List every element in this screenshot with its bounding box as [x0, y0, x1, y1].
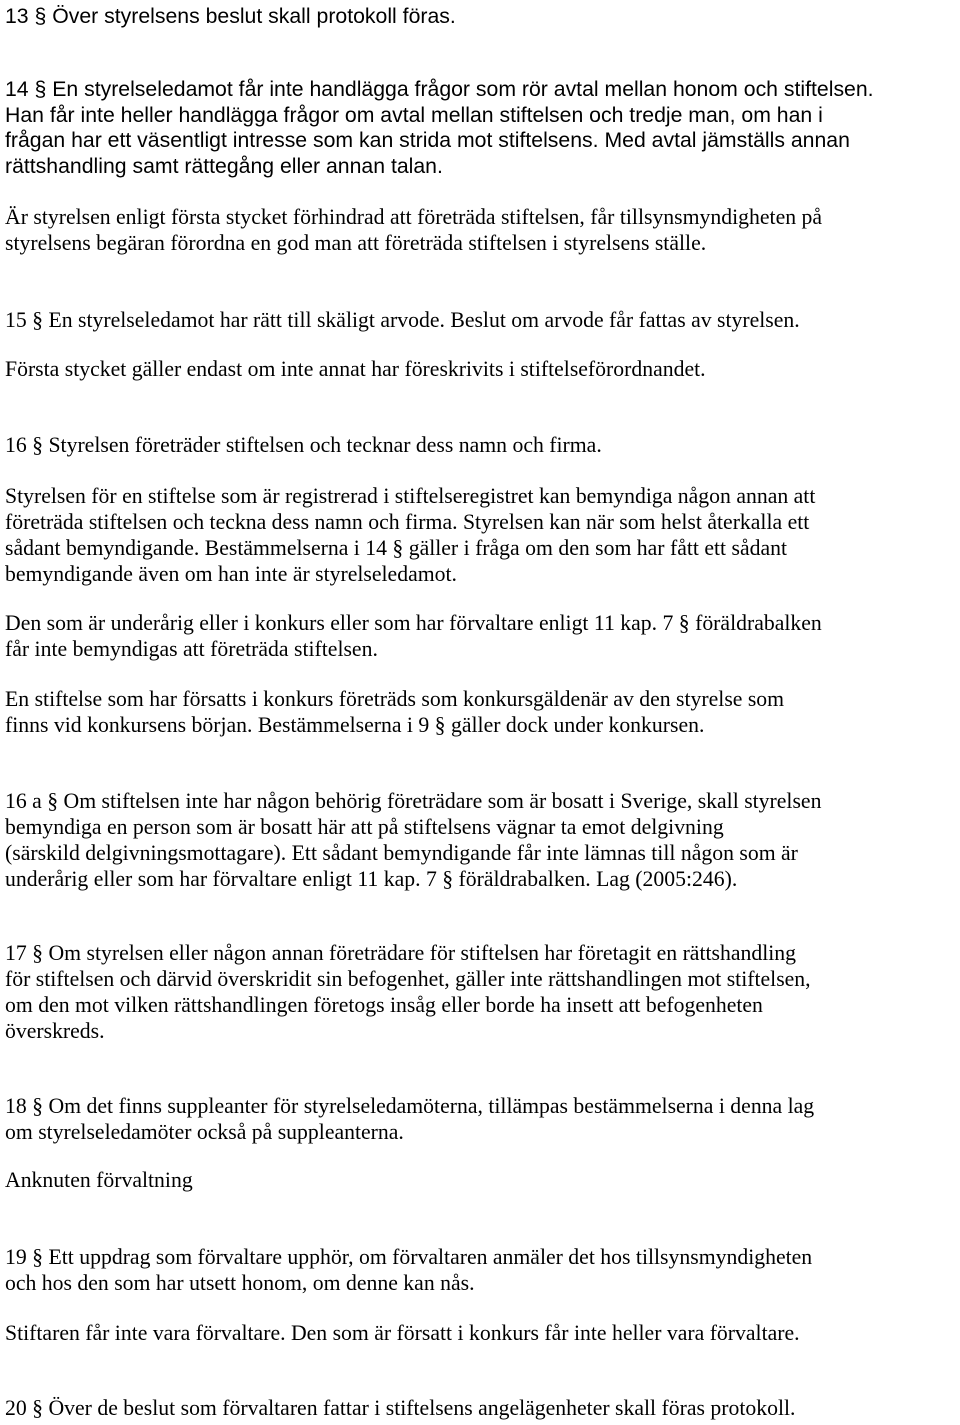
text-line: Styrelsen för en stiftelse som är registrerad i stiftelseregistret kan bemyndiga någon annan att [5, 484, 816, 508]
paragraph-13 [5, 4, 960, 30]
text-line: företräda stiftelsen och teckna dess namn och firma. Styrelsen kan när som helst återkalla ett [5, 510, 810, 534]
paragraph-17 [5, 940, 960, 1044]
text-line: finns vid konkursens början. Bestämmelserna i 9 § gäller dock under konkursen. [5, 713, 705, 737]
text-line: överskreds. [5, 1019, 105, 1043]
paragraph-16 [5, 432, 960, 458]
paragraph-16-fourth [5, 686, 960, 738]
text-line: 13 § Över styrelsens beslut skall protokoll föras. [5, 4, 456, 28]
text-line: styrelsens begäran förordna en god man att företräda stiftelsen i styrelsens ställe. [5, 231, 707, 255]
text-line: sådant bemyndigande. Bestämmelserna i 14 § gäller i fråga om den som har fått ett sådant [5, 536, 788, 560]
text-line: rättshandling samt rättegång eller annan talan. [5, 153, 443, 178]
text-line: (särskild delgivningsmottagare). Ett sådant bemyndigande får inte lämnas till någon som är [5, 841, 798, 865]
text-line: för stiftelsen och därvid överskridit sin befogenhet, gäller inte rättshandlingen mot stiftelsen, [5, 967, 811, 991]
text-line: får inte bemyndigas att företräda stiftelsen. [5, 637, 378, 661]
text-line: om styrelseledamöter också på suppleanterna. [5, 1120, 404, 1144]
paragraph-15 [5, 307, 960, 333]
text-line: Han får inte heller handlägga frågor om avtal mellan stiftelsen och tredje man, om han i [5, 102, 823, 127]
text-line: Är styrelsen enligt första stycket förhindrad att företräda stiftelsen, får tillsynsmyndigheten på [5, 205, 823, 229]
text-line: 15 § En styrelseledamot har rätt till skäligt arvode. Beslut om arvode får fattas av styrelsen. [5, 308, 800, 332]
text-line: bemyndiga en person som är bosatt här att på stiftelsens vägnar ta emot delgivning [5, 815, 724, 839]
paragraph-15-second [5, 356, 960, 382]
text-line: Den som är underårig eller i konkurs eller som har förvaltare enligt 11 kap. 7 § föräldrabalken [5, 611, 822, 635]
paragraph-16a [5, 788, 960, 892]
text-line: 16 a § Om stiftelsen inte har någon behörig företrädare som är bosatt i Sverige, skall styrelsen [5, 789, 822, 813]
text-line: Stiftaren får inte vara förvaltare. Den som är försatt i konkurs får inte heller vara förvaltare. [5, 1321, 800, 1345]
text-line: En stiftelse som har försatts i konkurs företräds som konkursgäldenär av den styrelse som [5, 687, 785, 711]
paragraph-18 [5, 1093, 960, 1145]
paragraph-16-third [5, 610, 960, 662]
text-line: om den mot vilken rättshandlingen företogs insåg eller borde ha insett att befogenheten [5, 993, 763, 1017]
text-line: frågan har ett väsentligt intresse som kan strida mot stiftelsens. Med avtal jämställs annan [5, 128, 850, 152]
text-line: Första stycket gäller endast om inte annat har föreskrivits i stiftelseförordnandet. [5, 357, 706, 381]
text-line: 16 § Styrelsen företräder stiftelsen och tecknar dess namn och firma. [5, 433, 602, 457]
paragraph-20 [5, 1395, 960, 1421]
text-line: underårig eller som har förvaltare enligt 11 kap. 7 § föräldrabalken. Lag (2005:246). [5, 867, 738, 891]
text-line: Anknuten förvaltning [5, 1168, 193, 1192]
text-line: och hos den som har utsett honom, om denne kan nås. [5, 1271, 475, 1295]
section-heading [5, 1167, 960, 1193]
paragraph-16-second [5, 483, 960, 587]
text-line: 19 § Ett uppdrag som förvaltare upphör, om förvaltaren anmäler det hos tillsynsmyndigheten [5, 1245, 813, 1269]
paragraph-19-second [5, 1320, 960, 1346]
paragraph-14 [5, 77, 960, 179]
paragraph-19 [5, 1244, 960, 1296]
text-line: 20 § Över de beslut som förvaltaren fattar i stiftelsens angelägenheter skall föras protokoll. [5, 1396, 796, 1420]
text-line: 14 § En styrelseledamot får inte handlägga frågor som rör avtal mellan honom och stiftelsen. [5, 77, 874, 101]
text-line: 18 § Om det finns suppleanter för styrelseledamöterna, tillämpas bestämmelserna i denna lag [5, 1094, 815, 1118]
text-line: 17 § Om styrelsen eller någon annan företrädare för stiftelsen har företagit en rättshandling [5, 941, 797, 965]
text-line: bemyndigande även om han inte är styrelseledamot. [5, 562, 457, 586]
paragraph-14-second [5, 204, 960, 256]
